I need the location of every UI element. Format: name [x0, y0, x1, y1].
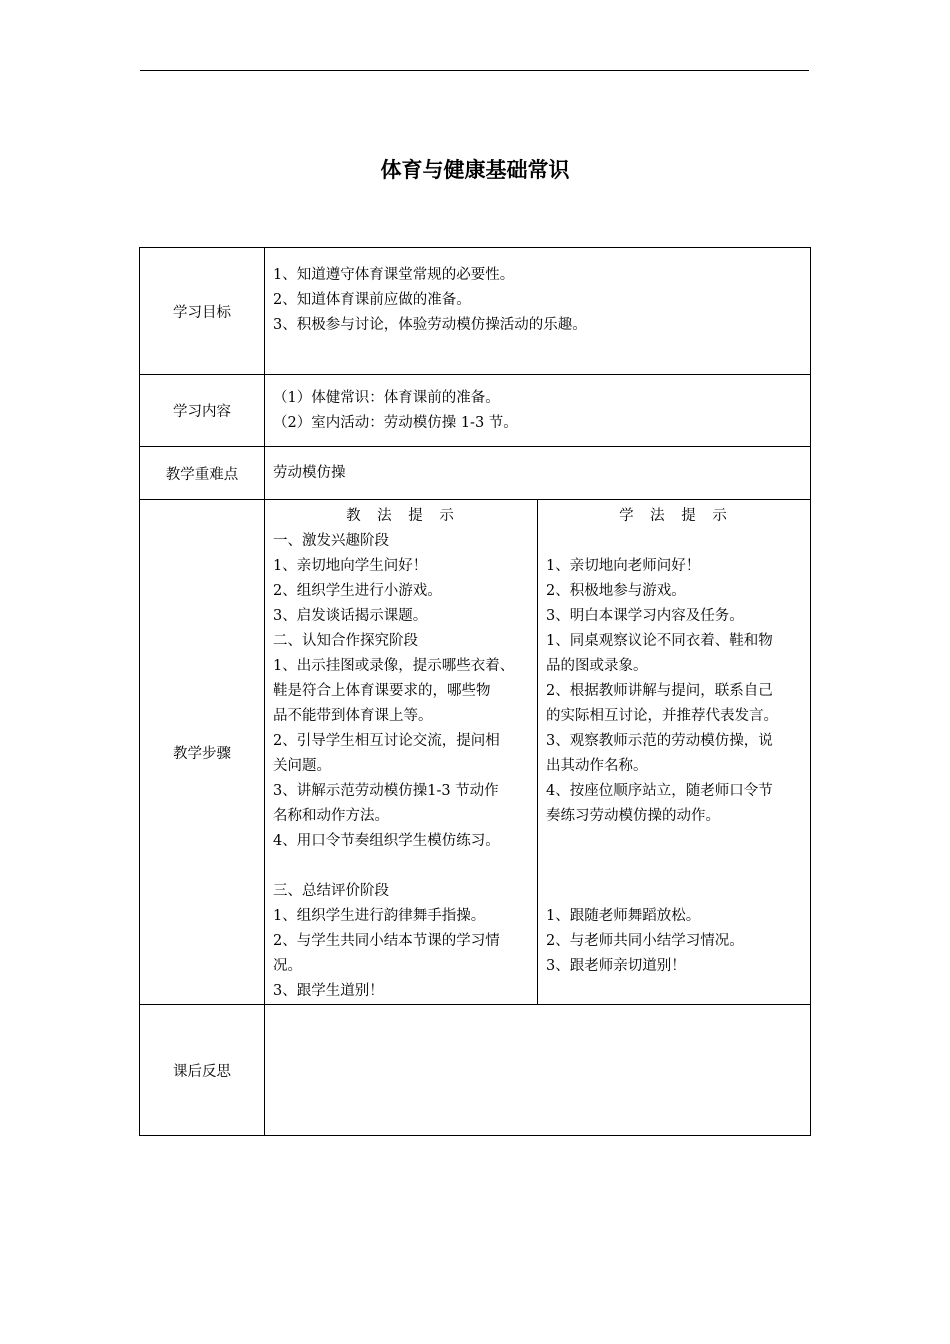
- text-line: 鞋是符合上体育课要求的，哪些物: [273, 683, 491, 699]
- reflection-content: [265, 1005, 811, 1136]
- document-title: 体育与健康基础常识: [380, 158, 570, 182]
- text-line: 1、同桌观察议论不同衣着、鞋和物: [546, 633, 773, 649]
- text-line: 三、总结评价阶段: [273, 883, 389, 899]
- content-list: [265, 386, 810, 436]
- goals-list: [265, 248, 810, 338]
- text-line: 4、按座位顺序站立，随老师口令节: [546, 783, 773, 799]
- text-line: 出其动作名称。: [546, 758, 648, 774]
- text-line: 2、知道体育课前应做的准备。: [273, 292, 471, 308]
- table-row-content: [140, 375, 811, 447]
- text-line: 2、根据教师讲解与提问，联系自己: [546, 683, 773, 699]
- text-line: 3、讲解示范劳动模仿操1-3 节动作: [273, 783, 499, 799]
- goals-label: 学习目标: [140, 248, 265, 375]
- text-line: 4、用口令节奏组织学生模仿练习。: [273, 833, 500, 849]
- text-line: 二、认知合作探究阶段: [273, 633, 418, 649]
- teaching-tips-list: [273, 529, 533, 1004]
- goals-content: [265, 248, 811, 375]
- difficulty-text: 劳动模仿操: [273, 464, 346, 481]
- text-line: 1、出示挂图或录像，提示哪些衣着、: [273, 658, 515, 674]
- table-row-reflection: [140, 1005, 811, 1136]
- learning-tips-list: [546, 529, 806, 979]
- teaching-tips-header: 教 法 提 示: [346, 508, 460, 524]
- text-line: 2、引导学生相互讨论交流，提问相: [273, 733, 500, 749]
- table-row-steps: [140, 500, 811, 1005]
- text-line: 一、激发兴趣阶段: [273, 533, 389, 549]
- learning-tips-header: 学 法 提 示: [619, 508, 733, 524]
- text-line: 1、知道遵守体育课堂常规的必要性。: [273, 267, 515, 283]
- text-line: 名称和动作方法。: [273, 808, 389, 824]
- text-line: 3、观察教师示范的劳动模仿操，说: [546, 733, 773, 749]
- text-line: 1、亲切地向学生问好！: [273, 558, 428, 574]
- text-line: 3、启发谈话揭示课题。: [273, 608, 428, 624]
- content-label: 学习内容: [140, 375, 265, 447]
- text-line: 2、积极地参与游戏。: [546, 583, 686, 599]
- steps-label: 教学步骤: [140, 500, 265, 1005]
- difficulty-content: [265, 447, 811, 500]
- lesson-plan-table: [139, 247, 811, 1136]
- text-line: 2、与老师共同小结学习情况。: [546, 933, 744, 949]
- text-line: （1）体健常识：体育课前的准备。: [273, 389, 500, 406]
- reflection-label: 课后反思: [140, 1005, 265, 1136]
- text-line: 奏练习劳动模仿操的动作。: [546, 808, 720, 824]
- teaching-tips-cell: [265, 500, 538, 1005]
- table-row-goals: [140, 248, 811, 375]
- text-line: 况。: [273, 958, 302, 974]
- text-line: 1、跟随老师舞蹈放松。: [546, 908, 701, 924]
- text-line: [273, 854, 533, 879]
- text-line: 关问题。: [273, 758, 331, 774]
- text-line: [546, 879, 806, 904]
- text-line: 2、组织学生进行小游戏。: [273, 583, 442, 599]
- text-line: 1、组织学生进行韵律舞手指操。: [273, 908, 486, 924]
- text-line: [546, 529, 806, 554]
- text-line: [546, 854, 806, 879]
- text-line: 3、明白本课学习内容及任务。: [546, 608, 744, 624]
- text-line: 品不能带到体育课上等。: [273, 708, 433, 724]
- text-line: 1、亲切地向老师问好！: [546, 558, 701, 574]
- text-line: 3、积极参与讨论，体验劳动模仿操活动的乐趣。: [273, 317, 587, 333]
- text-line: [546, 829, 806, 854]
- text-line: 的实际相互讨论，并推荐代表发言。: [546, 708, 778, 724]
- learning-tips-cell: [538, 500, 811, 1005]
- difficulty-label: 教学重难点: [140, 447, 265, 500]
- text-line: 3、跟学生道别！: [273, 983, 384, 999]
- text-line: 品的图或录象。: [546, 658, 648, 674]
- text-line: 2、与学生共同小结本节课的学习情: [273, 933, 500, 949]
- text-line: 3、跟老师亲切道别！: [546, 958, 686, 974]
- text-line: （2）室内活动：劳动模仿操 1-3 节。: [273, 414, 518, 431]
- content-content: [265, 375, 811, 447]
- table-row-difficulty: [140, 447, 811, 500]
- header-rule: [140, 70, 809, 71]
